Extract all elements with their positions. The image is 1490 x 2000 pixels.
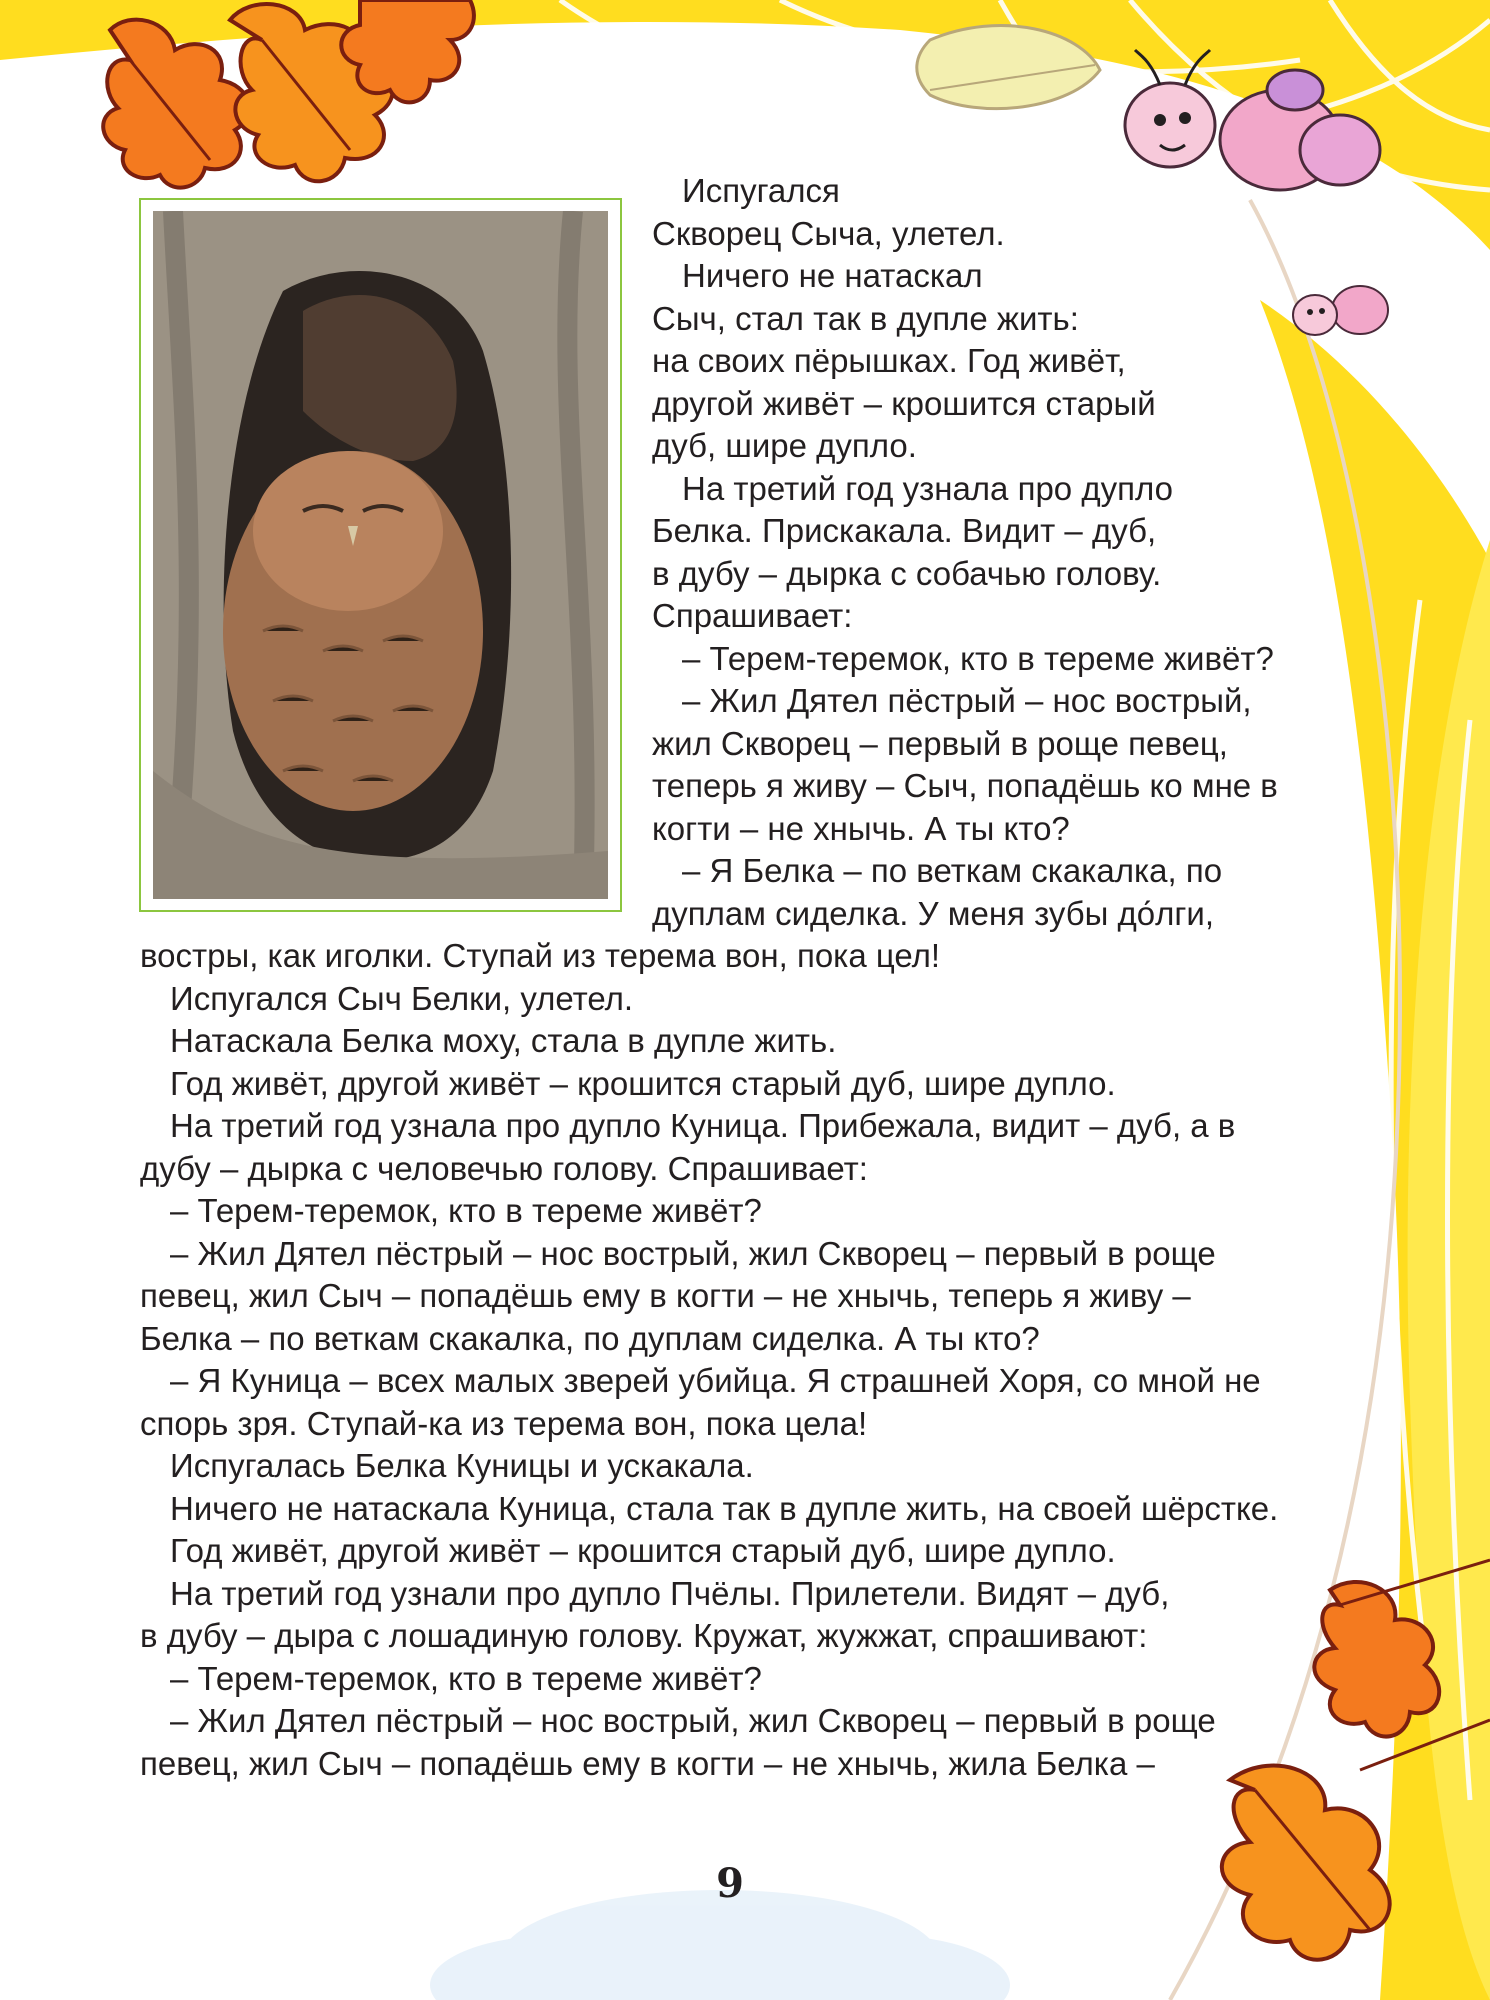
story-line: Испугался Сыч Белки, улетел. [170, 979, 634, 1017]
story-line: На третий год узнала про дупло [682, 469, 1173, 507]
story-line: другой живёт – крошится старый [652, 384, 1156, 422]
story-line: – Терем-теремок, кто в тереме живёт? [170, 1192, 762, 1229]
story-line: в дубу – дыра с лошадиную голову. Кружат, жужжат, спрашивают: [140, 1617, 1148, 1654]
story-line: Натаскала Белка моху, стала в дупле жить. [170, 1022, 837, 1059]
story-line: – Жил Дятел пёстрый – нос вострый, [682, 682, 1252, 719]
story-line: На третий год узнали про дупло Пчёлы. Прилетели. Видят – дуб, [170, 1574, 1170, 1612]
story-line: На третий год узнала про дупло Куница. Прибежала, видит – дуб, а в [170, 1107, 1236, 1144]
story-line: Ничего не натаскал [682, 257, 983, 294]
story-line: дубу – дырка с человечью голову. Спрашивает: [140, 1149, 868, 1187]
story-line: – Я Белка – по веткам скакалка, по [682, 852, 1223, 889]
story-line: Белка. Прискакала. Видит – дуб, [652, 512, 1157, 549]
story-line: Спрашивает: [652, 597, 853, 634]
story-line: Испугалась Белка Куницы и ускакала. [170, 1447, 754, 1484]
story-line: когти – не хнычь. А ты кто? [652, 809, 1070, 847]
story-line: певец, жил Сыч – попадёшь ему в когти – не хнычь, жила Белка – [140, 1744, 1155, 1782]
story-line: Год живёт, другой живёт – крошится старый дуб, шире дупло. [170, 1064, 1116, 1102]
story-line: в дубу – дырка с собачью голову. [652, 554, 1162, 592]
story-line: Скворец Сыча, улетел. [652, 214, 1005, 252]
story-line: – Терем-теремок, кто в тереме живёт? [682, 639, 1274, 677]
story-line: Испугался [682, 172, 840, 209]
story-line: Ничего не натаскала Куница, стала так в дупле жить, на своей шёрстке. [170, 1489, 1279, 1527]
story-line: – Терем-теремок, кто в тереме живёт? [170, 1659, 762, 1697]
story-line: спорь зря. Ступай-ка из терема вон, пока цела! [140, 1404, 868, 1442]
story-line: Белка – по веткам скакалка, по дуплам сиделка. А ты кто? [140, 1319, 1040, 1357]
oak-leaf-top-left-3 [341, 0, 474, 102]
story-line: дуплам сиделка. У меня зубы до́лги, [652, 894, 1214, 932]
story-line: певец, жил Сыч – попадёшь ему в когти – не хнычь, теперь я живу – [140, 1277, 1191, 1314]
story-line: дуб, шире дупло. [652, 427, 917, 464]
story-text [140, 170, 1340, 1785]
story-line: жил Скворец – первый в роще певец, [652, 724, 1228, 762]
story-line: – Жил Дятел пёстрый – нос вострый, жил Скворец – первый в роще [170, 1702, 1216, 1739]
story-line: Год живёт, другой живёт – крошится старый дуб, шире дупло. [170, 1532, 1116, 1569]
page-number: 9 [716, 1860, 744, 1907]
story-line: – Я Куница – всех малых зверей убийца. Я страшней Хоря, со мной не [170, 1362, 1261, 1399]
story-line: – Жил Дятел пёстрый – нос вострый, жил Скворец – первый в роще [170, 1234, 1216, 1272]
oak-leaf-top-left-1 [103, 20, 249, 188]
story-line: теперь я живу – Сыч, попадёшь ко мне в [652, 767, 1278, 804]
story-line: на своих пёрышках. Год живёт, [652, 342, 1126, 379]
story-line: Сыч, стал так в дупле жить: [652, 299, 1079, 337]
story-line: востры, как иголки. Ступай из терема вон, пока цел! [140, 937, 941, 974]
